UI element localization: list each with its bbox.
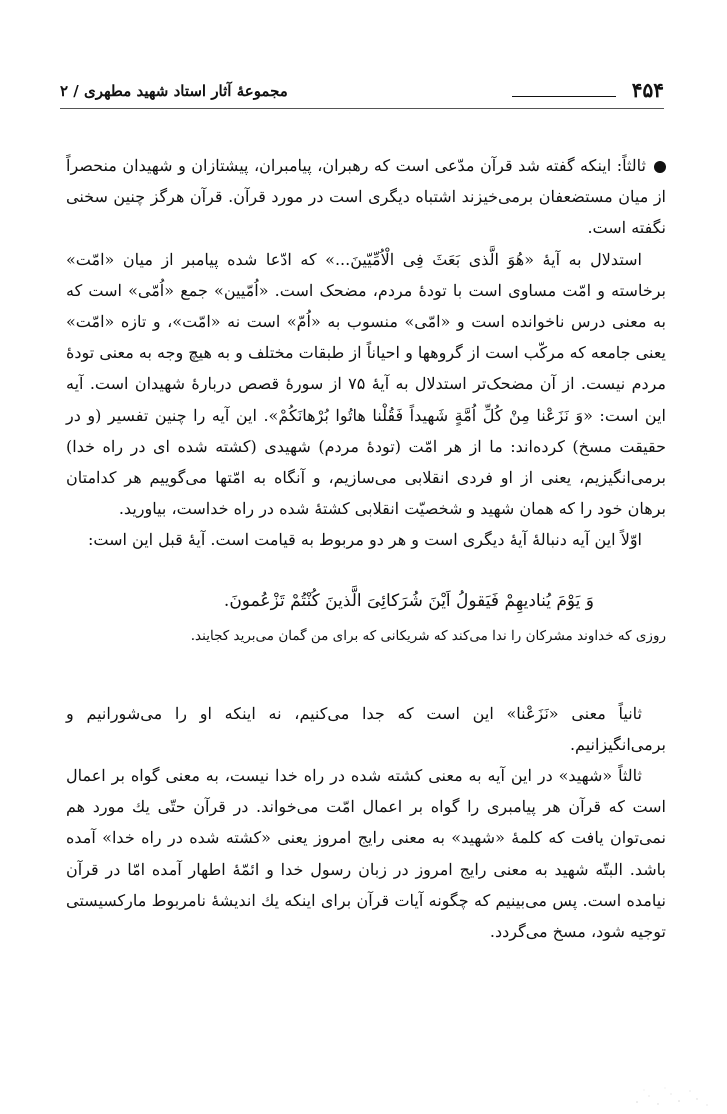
paragraph-firstly: اوّلاً این آیه دنبالهٔ آیهٔ دیگری است و هر دو مربوط به قیامت است. آیهٔ قبل این است: [87, 530, 642, 550]
paragraph-secondly: ثانیاً معنی «نَزَعْنا» این است که جدا می‌کنیم، نه اینکه او را می‌شورانیم و برمی‌انگیزانیم. [66, 703, 666, 754]
running-title: مجموعهٔ آثار استاد شهید مطهری / ۲ [60, 82, 288, 100]
bullet-icon [654, 161, 666, 173]
paragraph-1-text: ثالثاً: اینکه گفته شد قرآن مدّعی است که رهبران، پیامبران، پیشتازان و شهیدان منحصراً از میان مستضعفان برمی‌خیزند اشتباه دیگری است در مورد قرآن. قرآن هرگز چنین سخنی نگفته است. [66, 156, 666, 238]
paragraph-argument: استدلال به آیهٔ «هُوَ الَّذی بَعَثَ فِی الْاُمِّیّینَ...» که ادّعا شده پیامبر از میان «امّت» برخاسته و امّت مساوی است با تودهٔ مردم، مضحک است. «اُمّیین» جمع «اُمّی» است که به معنی درس ناخوانده است و «امّی» منسوب به «اُمّ» است نه «امّت»، و تازه «امّت» یعنی جامعه که مرکّب است از گروهها و احیاناً از طبقات مختلف و به هیچ وجه به معنی تودهٔ مردم نیست. از آن مضحک‌تر استدلال به آیهٔ ۷۵ از سورهٔ قصص دربارهٔ شهیدان است. آیه این است: «وَ نَزَعْنا مِنْ کُلِّ اُمَّةٍ شَهیداً فَقُلْنا هاتُوا بُرْهانَکُمْ». این آیه را چنین تفسیر (و در حقیقت مسخ) کرده‌اند: ما از هر امّت (تودهٔ مردم) شهیدی (کشته شده ای در راه خدا) برمی‌انگیزیم، یعنی از او فردی انقلابی می‌سازیم، و آنگاه به امّتها می‌گوییم هر کدامتان برهان خود را که همان شهید و شخصیّت انقلابی کشتهٔ شده در راه خداست، بیاورید. [66, 249, 667, 519]
page-number: ۴۵۴ [631, 78, 664, 102]
header-divider [60, 108, 664, 109]
header-rule [512, 96, 616, 97]
page-header [60, 74, 664, 108]
verse-translation: روزی که خداوند مشرکان را ندا می‌کند که شریکانی که برای من گمان می‌برید کجایند. [190, 627, 666, 644]
spacer [66, 650, 666, 698]
quran-verse: وَ یَوْمَ یُنادیهِمْ فَیَقولُ اَیْنَ شُرَکائِیَ الَّذینَ کُنْتُمْ تَزْعُمونَ. [223, 590, 594, 611]
scan-speckle [627, 1082, 717, 1108]
paragraph-thirdly-shahid: ثالثاً «شهید» در این آیه به معنی کشته شده در راه خدا نیست، به معنی گواه بر اعمال است که قرآن هر پیامبری را گواه بر اعمال امّت می‌خواند. در قرآن حتّی یك مورد هم نمی‌توان یافت که کلمهٔ «شهید» به معنی رایج امروز یعنی «کشته شده در راه خدا» آمده باشد. البتّه شهید به معنی رایج امروز در زبان رسول خدا و ائمّهٔ اطهار آمده امّا در قرآن نیامده است. پس می‌بینیم که چگونه آیات قرآن برای اینکه یك اندیشهٔ نامربوط مارکسیستی توجیه شود، مسخ می‌گردد. [66, 766, 667, 942]
paragraph-thirdly-intro [66, 150, 666, 244]
body-text [66, 150, 666, 947]
